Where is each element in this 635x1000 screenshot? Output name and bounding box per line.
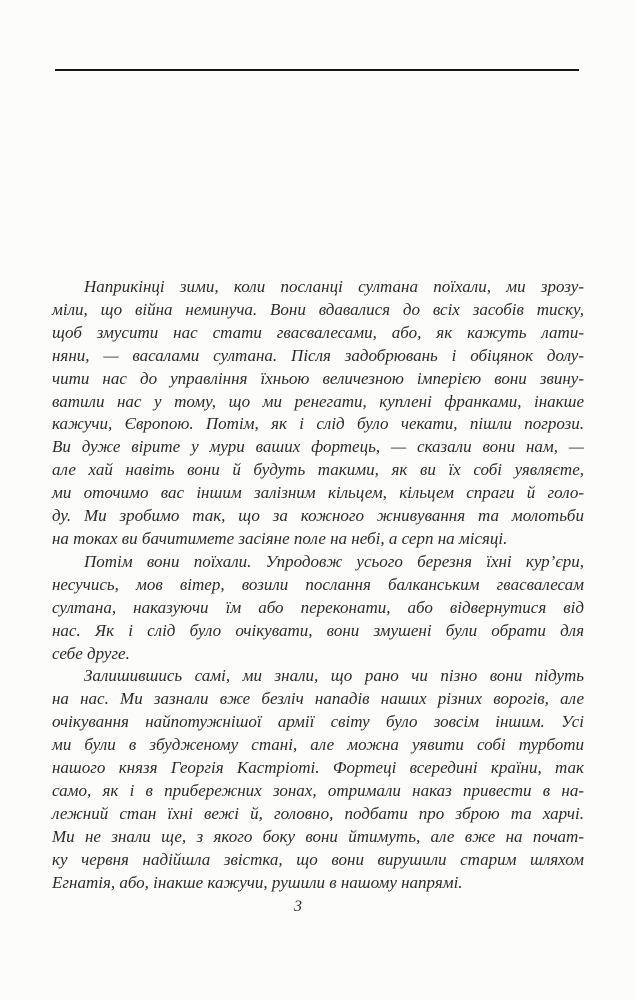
text-line: міли, що війна неминуча. Вони вдавалися до всіх засобів тиску, <box>52 299 584 319</box>
text-line: себе друге. <box>52 643 130 663</box>
page-number: 3 <box>294 898 302 915</box>
text-line: ми оточимо вас іншим залізним кільцем, кільцем спраги й голо- <box>52 483 584 503</box>
text-line: нас. Як і слід було очікувати, вони змушені були обрати для <box>52 620 584 640</box>
text-line: на токах ви бачитимете засіяне поле на небі, а серп на місяці. <box>52 528 508 548</box>
text-line: щоб змусити нас стати гвасвалесами, або, як кажуть лати- <box>52 322 584 342</box>
text-line: ми були в збудженому стані, але можна уявити собі турботи <box>52 735 584 755</box>
paragraph <box>52 276 584 551</box>
text-line: ватили нас у тому, що ми ренегати, куплені франками, інакше <box>52 391 584 411</box>
header-rule <box>55 69 579 71</box>
text-line: очікування найпотужнішої армії світу було зовсім іншим. Усі <box>52 712 584 732</box>
text-line: несучись, мов вітер, возили послання балканським гвасвалесам <box>52 574 584 594</box>
text-line: чити нас до управління їхньою величезною імперією вони звину- <box>52 368 584 388</box>
text-line: ку червня надійшла звістка, що вони вирушили старим шляхом <box>52 849 584 869</box>
text-line: Ми не знали ще, з якого боку вони йтимуть, але вже на почат- <box>52 826 584 846</box>
paragraph <box>52 551 584 666</box>
text-block <box>52 276 584 894</box>
text-line: Потім вони поїхали. Упродовж усього березня їхні кур’єри, <box>84 551 584 571</box>
text-line: Залишившись самі, ми знали, що рано чи пізно вони підуть <box>84 666 584 686</box>
text-line: лежний стан їхні вежі й, головно, подбати про зброю та харчі. <box>52 803 584 823</box>
text-line: ду. Ми зробимо так, що за кожного жнивування та молотьби <box>52 506 584 526</box>
text-line: кажучи, Європою. Потім, як і слід було чекати, пішли погрози. <box>52 414 584 434</box>
text-line: на нас. Ми зазнали вже безліч нападів наших різних ворогів, але <box>52 689 584 709</box>
text-line: Наприкінці зими, коли посланці султана поїхали, ми зрозу- <box>84 277 584 296</box>
text-line: нашого князя Георгія Кастріоті. Фортеці всередині країни, так <box>52 758 584 778</box>
text-line: але хай навіть вони й будуть такими, як ви їх собі уявляєте, <box>52 460 584 480</box>
text-line: само, як і в прибережних зонах, отримали наказ привести в на- <box>52 780 584 800</box>
paragraph <box>52 665 584 894</box>
text-line: няни, — васалами султана. Після задобрювань і обіцянок долу- <box>52 345 584 365</box>
text-line: Егнатія, або, інакше кажучи, рушили в нашому напрямі. <box>52 872 463 892</box>
text-line: султана, наказуючи їм або переконати, або відвернутися від <box>52 597 584 617</box>
text-line: Ви дуже вірите у мури ваших фортець, — сказали вони нам, — <box>52 437 584 457</box>
